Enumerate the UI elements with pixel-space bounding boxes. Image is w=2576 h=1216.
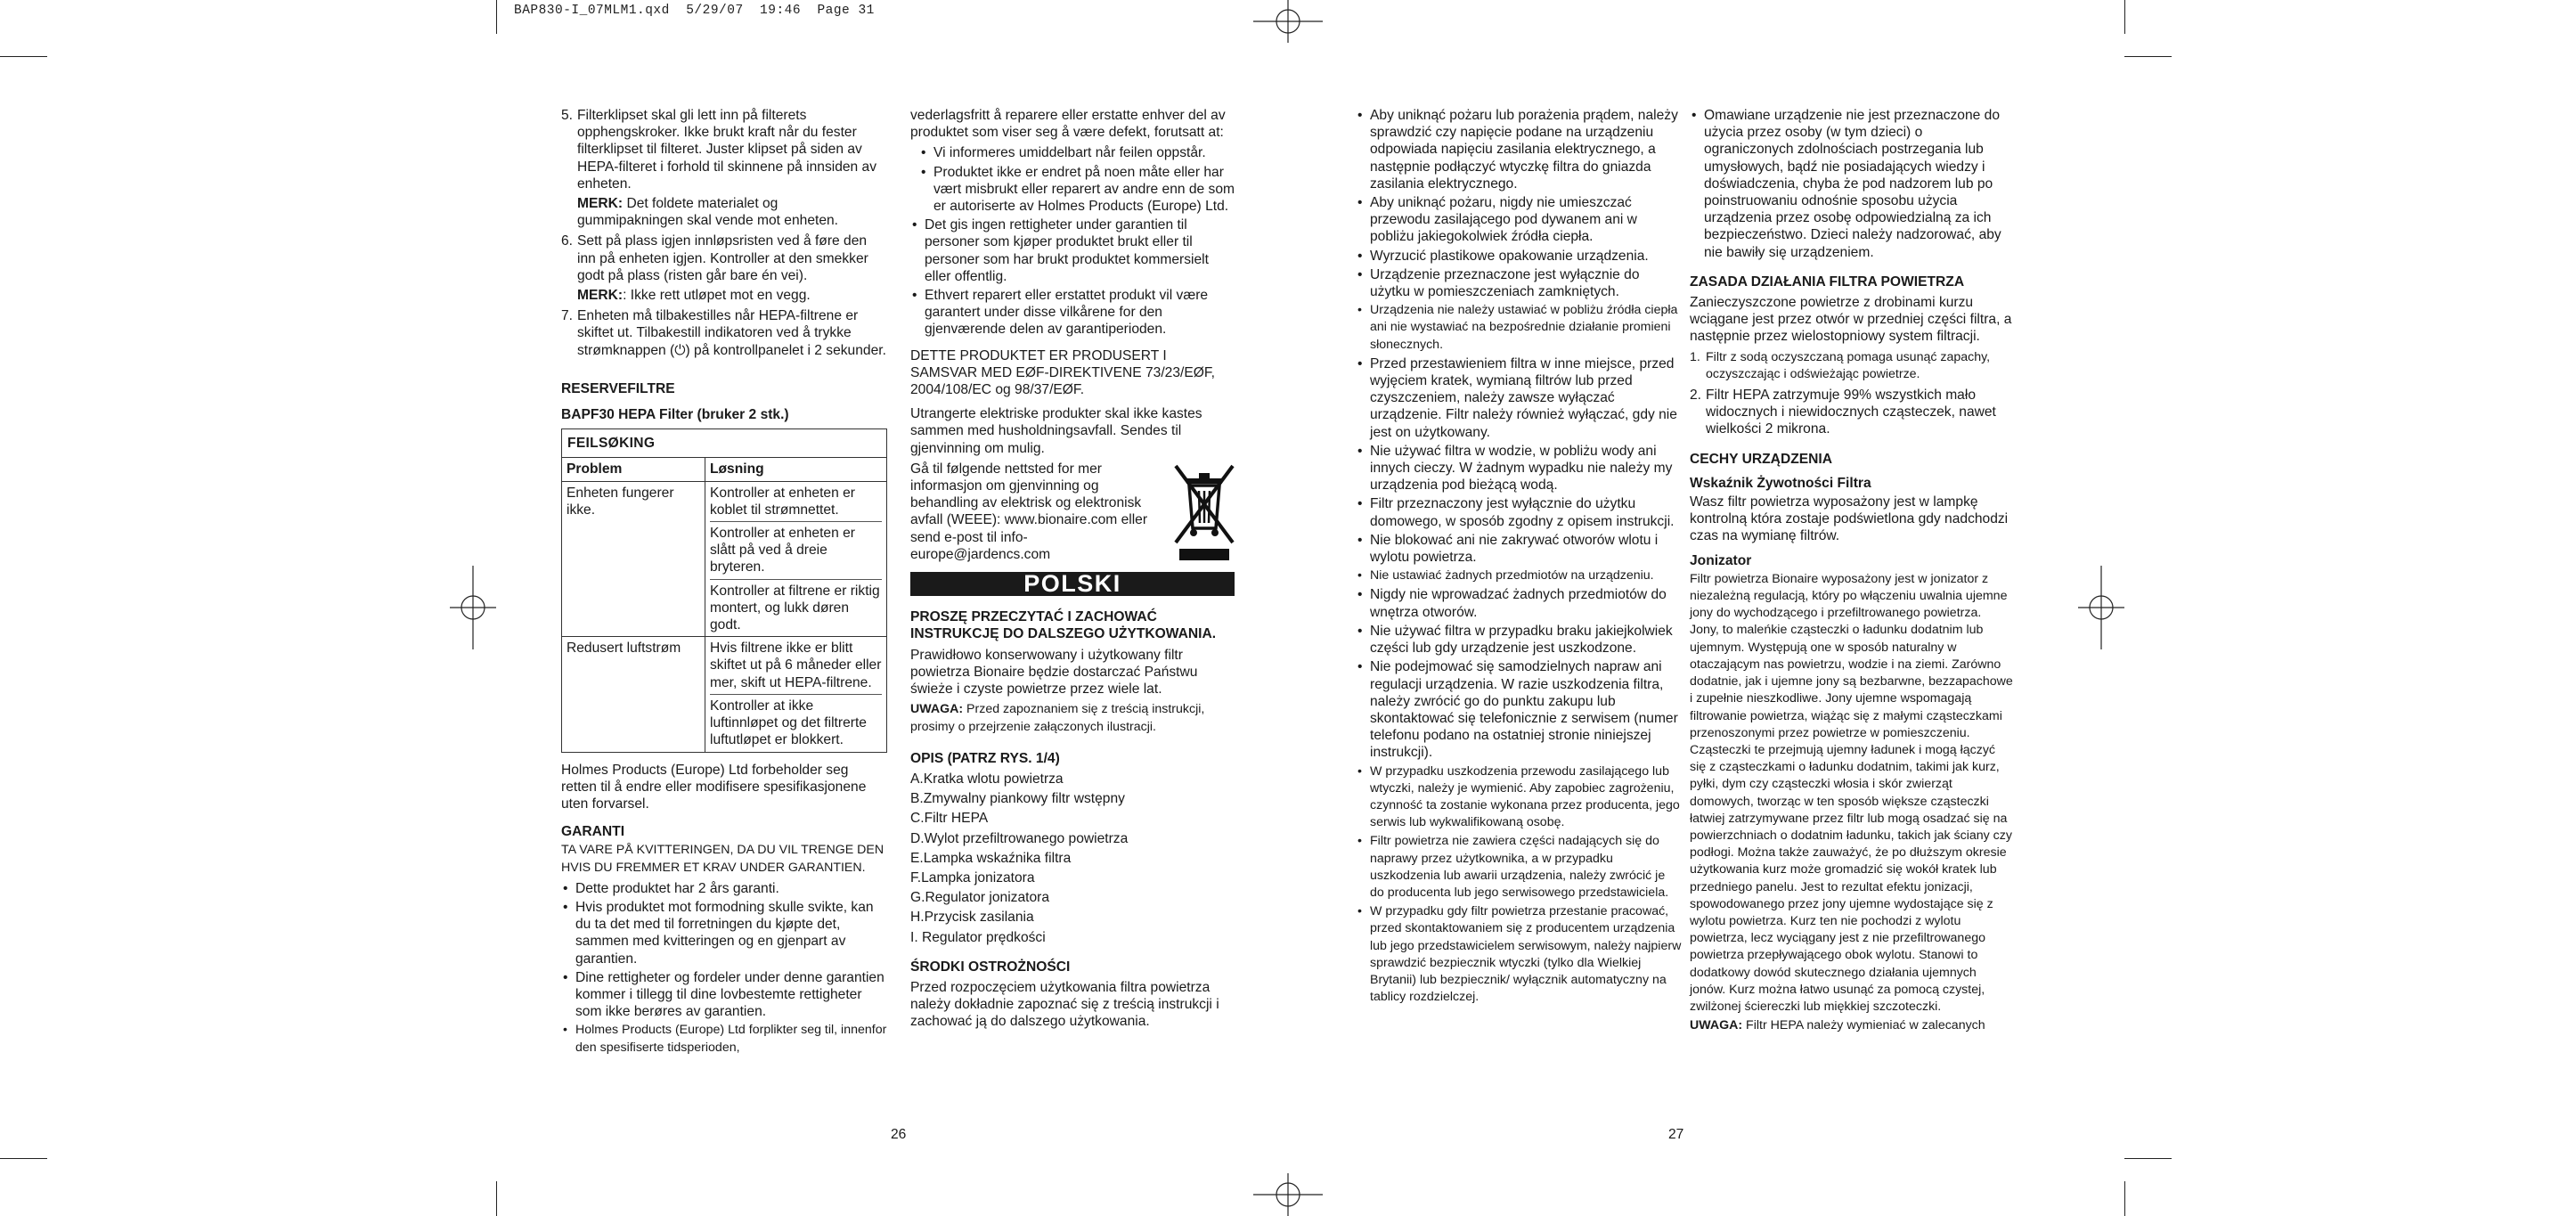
list-item: • Vi informeres umiddelbart når feilen oppstår. [919, 144, 1236, 161]
item-number: 2. [1690, 388, 1702, 404]
holmes-note: Holmes Products (Europe) Ltd forbeholder seg retten til å endre eller modifisere spesifikasjonene uten forvarsel. [561, 762, 867, 812]
crop-mark [2124, 0, 2125, 34]
step-number: 5. [561, 108, 574, 123]
weee-text: Gå til følgende nettsted for mer informasjon om gjenvinning og behandling av elektrisk og elektronisk avfall (WEEE): www.bionaire.com eller send e-post til info-europe@jardencs.com [910, 461, 1148, 562]
registration-mark-top [1253, 0, 1323, 43]
list-item: • Dette produktet har 2 års garanti. [561, 880, 887, 897]
crossed-bin-icon [1172, 462, 1236, 562]
list-item: B.Zmywalny piankowy filtr wstępny [910, 791, 1125, 807]
list-item: D.Wylot przefiltrowanego powietrza [910, 830, 1129, 846]
troubleshooting-table [561, 428, 887, 752]
list-item: • Nigdy nie wprowadzać żadnych przedmiotów do wnętrza otworów. [1356, 586, 1682, 620]
warranty-sub-list [919, 144, 1236, 215]
list-item: F.Lampka jonizatora [910, 869, 1035, 885]
list-item: • Omawiane urządzenie nie jest przeznaczone do użycia przez osoby (w tym dzieci) o ograniczonych zdolnościach postrzegania lub umysłowych, bądź nie posiadających wiedzy i doświadczenia, chyba że pod nadzorem lub po poinstruowaniu odnośnie sposobu użycia urządzenia przez osobę odpowiedzialną za ich bezpieczeństwo. Dzieci należy nadzorować, aby nie bawiły się urządzeniem. [1690, 107, 2014, 261]
list-item: E.Lampka wskaźnika filtra [910, 850, 1072, 866]
crop-mark [496, 1181, 497, 1216]
list-item: • Ethvert reparert eller erstattet produkt vil være garantert under disse vilkårene for den gjenværende delen av garantiperioden. [910, 287, 1236, 339]
zasada-list [1690, 349, 2014, 438]
weee-block [910, 461, 1236, 563]
read-heading: PROSZĘ PRZECZYTAĆ I ZACHOWAĆ INSTRUKCJĘ DO DALSZEGO UŻYTKOWANIA. [910, 609, 1217, 642]
jonizator-text: Filtr powietrza Bionaire wyposażony jest w jonizator z niezależną regulacją, który po włączeniu uwalnia ujemne jony do wychodzącego i przefiltrowanego powietrza. Jony, to maleńkie cząsteczki o ładunku dodatnim lub ujemnym. Występują one w sposób naturalny w otaczającym nas powietrzu, wodzie i na ziemi. Zarówno dodatnie, jak i ujemne jony są bezbarwne, bezzapachowe i zupełnie nieszkodliwe. Jony ujemne wspomagają filtrowanie powietrza, wiążąc się z małymi cząsteczkami przenoszonymi przez powietrze w pomieszczeniu. Cząsteczki te przejmują ujemny ładunek i mogą łączyć się z cząsteczkami o ładunku dodatnim, takimi jak kurz, pyłki, dym czy cząsteczki włosia i skór zwierząt domowych, tworząc w ten sposób większe cząsteczki łatwiej zatrzymywane przez filtr lub mogą osadzać się na powierzchniach o dodatnim ładunku, takich jak ściany czy podłogi. Można także zauważyć, że po dłuższym okresie użytkowania kurz może gromadzić się wokół kratek lub przedniego panelu. Jest to rezultat efektu jonizacji, spowodowanego przez jony ujemne wydostające się z wylotu powietrza. Kurz ten nie pochodzi z wylotu powietrza, lecz wyciągany jest z nie przefiltrowanego powietrza przepływającego obok wylotu. Stanowi to dodatkowy dowód skutecznego działania ujemnych jonów. Kurz można łatwo usunąć za pomocą czystej, zwilżonej ściereczki lub miękkiej szczoteczki. [1690, 571, 2013, 1014]
table-header-row [562, 458, 886, 481]
list-item [1690, 349, 2014, 383]
crop-mark [496, 0, 497, 34]
srodki-text: Przed rozpoczęciem użytkowania filtra powietrza należy dokładnie zapoznać się z treścią instrukcji i zachować ją do dalszego użytkowania. [910, 979, 1219, 1030]
solution-entry: Hvis filtrene ikke er blitt skiftet ut på 6 måneder eller mer, skift ut HEPA-filtrene. [710, 640, 882, 695]
table-cell [705, 482, 886, 637]
list-item: • W przypadku gdy filtr powietrza przestanie pracować, przed skontaktowaniem się z producentem urządzenia lub jego przedstawicielem serwisowym, należy najpierw sprawdzić bezpiecznik wtyczki (tylko dla Wielkiej Brytanii) lub bezpiecznik/ wyłącznik automatyczny na tablicy rozdzielczej. [1356, 903, 1682, 1006]
column-1 [561, 107, 887, 1058]
list-item: • Produktet ikke er endret på noen måte eller har vært misbrukt eller reparert av andre enn de som er autoriserte av Holmes Products (Europe) Ltd. [919, 164, 1236, 216]
list-item: • Urządzenie przeznaczone jest wyłącznie do użytku w pomieszczeniach zamkniętych. [1356, 266, 1682, 300]
list-item: G.Regulator jonizatora [910, 890, 1050, 906]
table-cell [705, 637, 886, 751]
warranty-continuation: vederlagsfritt å reparere eller erstatte enhver del av produktet som viser seg å være defekt, forutsatt at: [910, 108, 1226, 141]
reserve-subheading: BAPF30 HEPA Filter (bruker 2 stk.) [561, 407, 789, 423]
uwaga-label: UWAGA: [910, 702, 964, 717]
note-label: MERK: [577, 288, 624, 304]
list-item: • Urządzenia nie należy ustawiać w pobliżu źródła ciepła ani nie wystawiać na bezpośrednie działanie promieni słonecznych. [1356, 302, 1682, 354]
uwaga-text: Filtr HEPA należy wymieniać w zalecanych [1742, 1018, 1985, 1033]
directive-text: DETTE PRODUKTET ER PRODUSERT I SAMSVAR MED EØF-DIREKTIVENE 73/23/EØF, 2004/108/EC og 98/37/EØF. [910, 347, 1215, 398]
list-item [561, 233, 887, 304]
crop-mark [0, 1158, 47, 1159]
list-item: I. Regulator prędkości [910, 929, 1046, 945]
list-item: H.Przycisk zasilania [910, 910, 1034, 926]
filter-steps [561, 107, 887, 359]
language-banner: POLSKI [910, 572, 1235, 596]
uwaga-text: Przed zapoznaniem się z treścią instrukcji, prosimy o przejrzenie załączonych ilustracji. [910, 702, 1205, 734]
solution-entry: Kontroller at enheten er slått på ved å dreie bryteren. [710, 525, 882, 580]
list-item: • Nie ustawiać żadnych przedmiotów na urządzeniu. [1356, 567, 1682, 584]
crop-mark [2124, 56, 2172, 57]
list-item: • Nie blokować ani nie zakrywać otworów wlotu i wylotu powietrza. [1356, 532, 1682, 566]
step-number: 7. [561, 308, 574, 324]
registration-mark-left [450, 566, 496, 649]
read-text: Prawidłowo konserwowany i użytkowany filtr powietrza Bionaire będzie dostarczać Państwu świeże i czyste powietrze przez wiele lat. [910, 647, 1198, 698]
list-item: • Filtr powietrza nie zawiera części nadających się do naprawy przez użytkownika, a w przypadku uszkodzenia lub awarii urządzenia, należy zwrócić je do producenta lub jego serwisowego przedstawiciela. [1356, 833, 1682, 902]
list-item: • Aby uniknąć pożaru lub porażenia prądem, należy sprawdzić czy napięcie podane na urządzeniu odpowiada napięciu zasilania elektrycznego, a następnie podłączyć wtyczkę filtra do gniazda zasilania elektrycznego. [1356, 107, 1682, 192]
column-2 [910, 107, 1236, 1034]
crop-mark [2124, 1158, 2172, 1159]
cechy-heading: CECHY URZĄDZENIA [1690, 451, 1832, 467]
garanti-list [561, 880, 887, 1057]
crop-mark [2124, 1181, 2125, 1216]
table-row [562, 482, 886, 638]
garanti-intro: TA VARE PÅ KVITTERINGEN, DA DU VIL TRENGE DEN HVIS DU FREMMER ET KRAV UNDER GARANTIEN. [561, 843, 884, 875]
zasada-heading: ZASADA DZIAŁANIA FILTRA POWIETRZA [1690, 273, 1965, 290]
registration-mark-bottom [1253, 1173, 1323, 1216]
solution-entry: Kontroller at filtrene er riktig montert, og lukk døren godt. [710, 583, 880, 633]
page-number-right: 27 [1668, 1127, 1684, 1142]
table-cell: Enheten fungerer ikke. [562, 482, 705, 637]
note-text: Det foldete materialet og gummipakningen skal vende mot enheten. [577, 196, 838, 229]
column-header: Løsning [710, 461, 764, 477]
list-item: • Nie używać filtra w przypadku braku jakiejkolwiek części lub gdy urządzenie jest uszkodzone. [1356, 623, 1682, 657]
parts-list [910, 771, 1236, 946]
item-text: Filtr z sodą oczyszczaną pomaga usunąć zapachy, oczyszczając i odświeżając powietrze. [1706, 349, 1991, 381]
registration-mark-right [2078, 566, 2124, 649]
list-item: • Nie podejmować się samodzielnych napraw ani regulacji urządzenia. W razie uszkodzenia filtra, należy zwrócić go do punktu zakupu lub skontaktować się telefonicznie z serwisem (numer telefonu podano na ostatniej stronie niniejszej instrukcji). [1356, 658, 1682, 761]
table-title: FEILSØKING [562, 429, 886, 458]
srodki-heading: ŚRODKI OSTROŻNOŚCI [910, 959, 1071, 975]
column-4 [1690, 107, 2014, 1038]
list-item: • Aby uniknąć pożaru, nigdy nie umieszczać przewodu zasilającego pod dywanem ani w pobliżu jakiegokolwiek źródła ciepła. [1356, 194, 1682, 246]
page-number-left: 26 [891, 1127, 907, 1142]
garanti-heading: GARANTI [561, 824, 625, 840]
crop-mark [0, 56, 47, 57]
safety-list [1356, 107, 1682, 1006]
list-item: • W przypadku uszkodzenia przewodu zasilającego lub wtyczki, należy je wymienić. Aby zapobiec zagrożeniu, czynność ta zostanie wykonana przez producenta, jego serwis lub wykwalifikowaną osobę. [1356, 763, 1682, 832]
note-label: MERK: [577, 196, 624, 212]
warranty-list [910, 216, 1236, 338]
wskaznik-heading: Wskaźnik Żywotności Filtra [1690, 475, 1871, 491]
list-item: • Wyrzucić plastikowe opakowanie urządzenia. [1356, 248, 1682, 265]
note-text: : Ikke rett utløpet mot en vegg. [623, 288, 811, 304]
uwaga-label: UWAGA: [1690, 1018, 1743, 1033]
wskaznik-text: Wasz filtr powietrza wyposażony jest w lampkę kontrolną która zostaje podświetlona gdy nadchodzi czas na wymianę filtrów. [1690, 494, 2009, 544]
list-item: • Nie używać filtra w wodzie, w pobliżu wody ani innych cieczy. W żadnym wypadku nie należy my urządzenia pod bieżącą wodą. [1356, 443, 1682, 494]
list-item: A.Kratka wlotu powietrza [910, 771, 1064, 787]
step-text: Filterklipset skal gli lett inn på filterets opphengskroker. Ikke brukt kraft når du fester filterklipset til filteret. Juster klipset på siden av HEPA-filteret i forhold til skinnene på innsiden av enheten. [577, 108, 877, 192]
list-item: • Dine rettigheter og fordeler under denne garantien kommer i tillegg til dine lovbestemte rettigheter som ikke berøres av garantien. [561, 969, 887, 1021]
waste-text: Utrangerte elektriske produkter skal ikke kastes sammen med husholdningsavfall. Sendes til gjenvinning om mulig. [910, 406, 1202, 456]
list-item: • Holmes Products (Europe) Ltd forplikter seg til, innenfor den spesifiserte tidsperioden, [561, 1022, 887, 1056]
list-item: C.Filtr HEPA [910, 811, 989, 827]
list-item: • Det gis ingen rettigheter under garantien til personer som kjøper produktet brukt eller til personer som har brukt produktet kommersielt eller offentlig. [910, 216, 1236, 285]
slug-line: BAP830-I_07MLM1.qxd 5/29/07 19:46 Page 31 [514, 4, 875, 18]
column-3 [1356, 107, 1682, 1008]
item-text: Filtr HEPA zatrzymuje 99% wszystkich mało widocznych i niewidocznych cząsteczek, nawet wielkości 2 mikrona. [1706, 388, 1996, 437]
list-item [561, 107, 887, 229]
zasada-text: Zanieczyszczone powietrze z drobinami kurzu wciągane jest przez otwór w przedniej części filtra, a następnie przez wielostopniowy system filtracji. [1690, 295, 2012, 345]
jonizator-heading: Jonizator [1690, 552, 1752, 568]
safety-list-cont [1690, 107, 2014, 261]
list-item: • Hvis produktet mot formodning skulle svikte, kan du ta det med til forretningen du kjøpte det, sammen med kvitteringen og en gjenpart av garantien. [561, 899, 887, 967]
solution-entry: Kontroller at ikke luftinnløpet og det filtrerte luftutløpet er blokkert. [710, 698, 867, 748]
reserve-heading: RESERVEFILTRE [561, 380, 675, 396]
step-text: Sett på plass igjen innløpsristen ved å føre den inn på enheten igjen. Kontroller at den smekker godt på plass (risten går bare én vei). [577, 233, 868, 283]
list-item: • Przed przestawieniem filtra w inne miejsce, przed wyjęciem kratek, wymianą filtrów lub przed czyszczeniem, należy zawsze wyłączać urządzenie. Filtr należy również wyłączać, gdy nie jest on użytkowany. [1356, 355, 1682, 441]
opis-heading: OPIS (PATRZ RYS. 1/4) [910, 750, 1060, 766]
list-item [561, 307, 887, 359]
step-text: Enheten må tilbakestilles når HEPA-filtrene er skiftet ut. Tilbakestill indikatoren ved å trykke strømknappen (⏻) på kontrollpanelet i 2 sekunder. [577, 308, 886, 358]
list-item: • Filtr przeznaczony jest wyłącznie do użytku domowego, w sposób zgodny z opisem instrukcji. [1356, 495, 1682, 529]
table-row [562, 637, 886, 751]
table-cell: Redusert luftstrøm [562, 637, 705, 751]
solution-entry: Kontroller at enheten er koblet til strømnettet. [710, 485, 882, 522]
column-header: Problem [562, 458, 705, 480]
list-item [1690, 387, 2014, 438]
step-number: 6. [561, 233, 574, 249]
item-number: 1. [1690, 349, 1700, 364]
